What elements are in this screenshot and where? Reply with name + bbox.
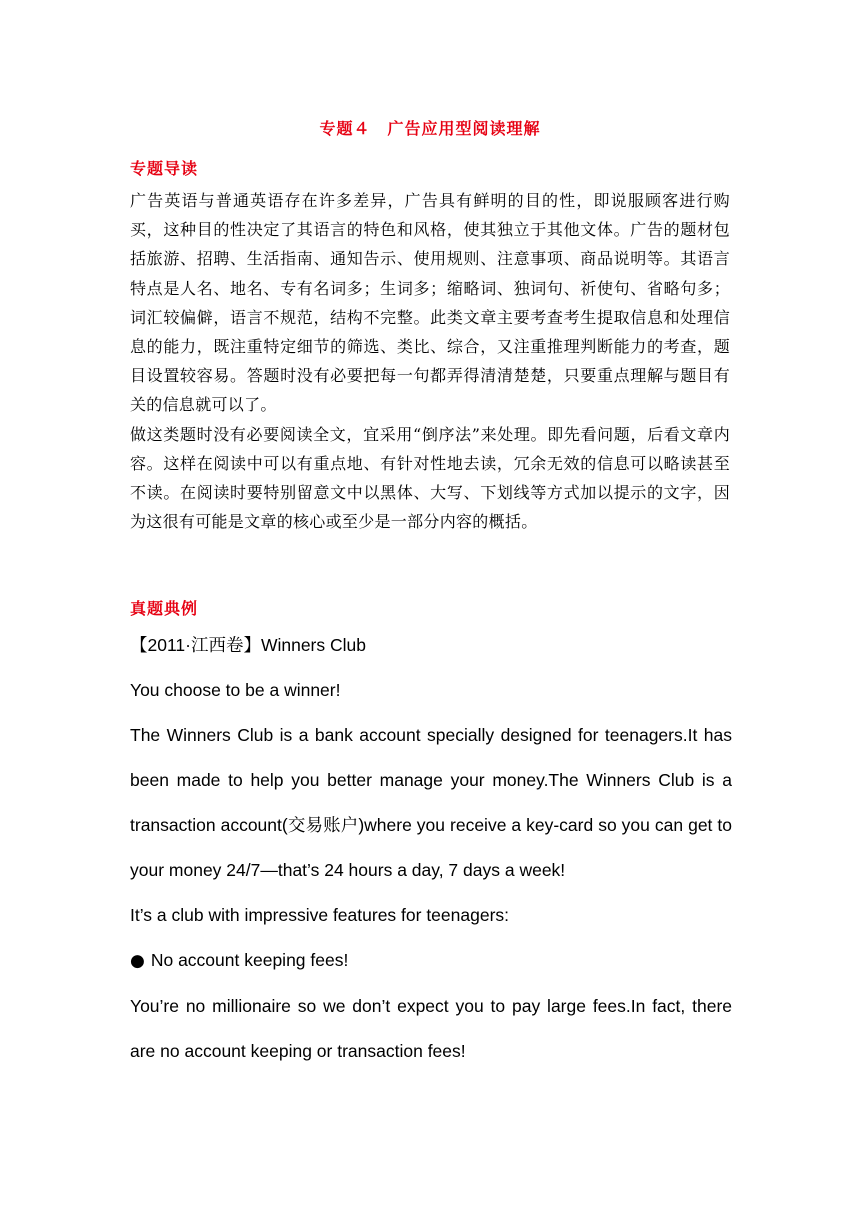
bullet-item: [130, 938, 732, 984]
tagline: You choose to be a winner!: [130, 680, 341, 700]
bullet-text: No account keeping fees!: [150, 950, 349, 970]
section-heading-guide: 专题导读: [130, 159, 199, 178]
fees-paragraph: You’re no millionaire so we don’t expect you to pay large fees.In fact, there are no account keeping or transaction fees!: [130, 996, 732, 1061]
guide-paragraph-2: 做这类题时没有必要阅读全文，宜采用“倒序法”来处理。即先看问题，后看文章内容。这样在阅读中可以有重点地、有针对性地去读，冗余无效的信息可以略读甚至不读。在阅读时要特别留意文中以黑体、大写、下划线等方式加以提示的文字，因为这很有可能是文章的核心或至少是一部分内容的概括。: [130, 424, 730, 532]
page-title: 专题４ 广告应用型阅读理解: [319, 119, 541, 138]
guide-body: [130, 186, 730, 536]
example-passage: [130, 623, 732, 1074]
intro-paragraph: The Winners Club is a bank account specially designed for teenagers.It has been made to help you better manage your money.The Winners Club is a transaction account(交易账户)where you receive a key-card so you can get to your money 24/7—that’s 24 hours a day, 7 days a week!: [130, 725, 732, 880]
features-line: It’s a club with impressive features for teenagers:: [130, 905, 510, 925]
guide-paragraph-1: 广告英语与普通英语存在许多差异，广告具有鲜明的目的性，即说服顾客进行购买，这种目的性决定了其语言的特色和风格，使其独立于其他文体。广告的题材包括旅游、招聘、生活指南、通知告示、使用规则、注意事项、商品说明等。其语言特点是人名、地名、专有名词多；生词多；缩略词、独词句、祈使句、省略句多；词汇较偏僻，语言不规范，结构不完整。此类文章主要考查考生提取信息和处理信息的能力，既注重特定细节的筛选、类比、综合，又注重推理判断能力的考查，题目设置较容易。答题时没有必要把每一句都弄得清清楚楚，只要重点理解与题目有关的信息就可以了。: [130, 191, 730, 415]
section-heading-examples: 真题典例: [130, 599, 199, 618]
bullet-icon: ●: [130, 951, 145, 971]
source-line: 【2011·江西卷】Winners Club: [130, 635, 366, 655]
